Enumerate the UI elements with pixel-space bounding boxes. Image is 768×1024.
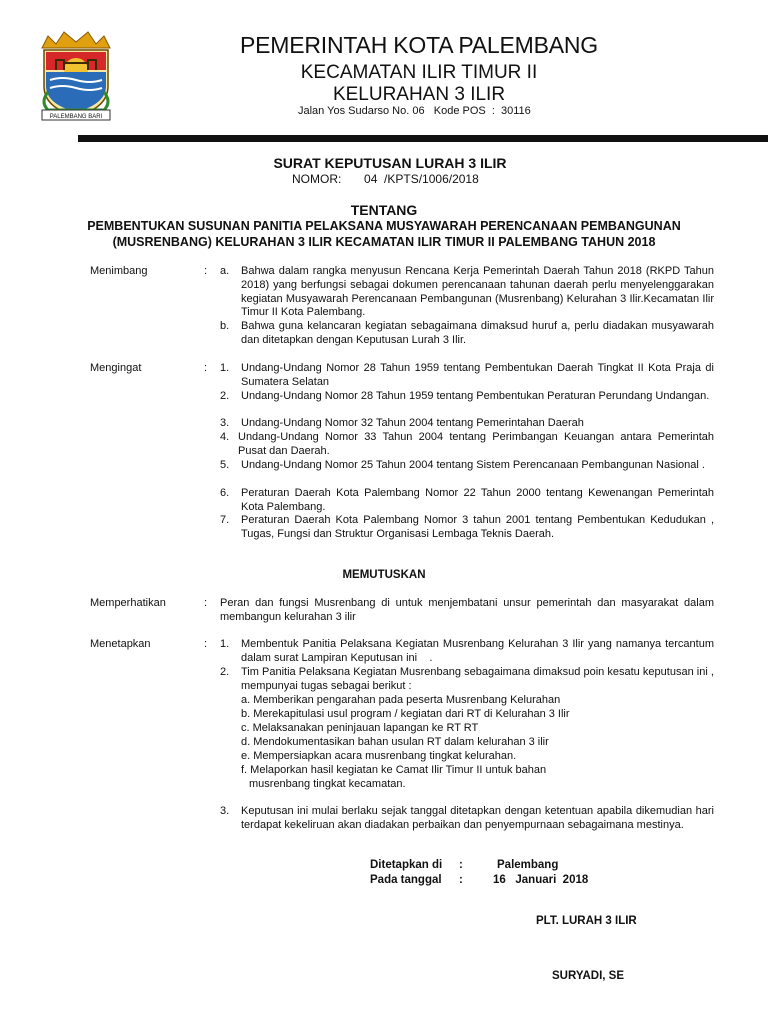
government-title: PEMERINTAH KOTA PALEMBANG bbox=[240, 32, 598, 58]
mengingat-item-5: Undang-Undang Nomor 25 Tahun 2004 tentang Sistem Perencanaan Pembangunan Nasional . bbox=[241, 459, 705, 471]
mengingat-item-6: Peraturan Daerah Kota Palembang Nomor 22 Tahun 2000 tentang Kewenangan Pemerintah Kota Palembang. bbox=[241, 487, 714, 513]
place-colon: : bbox=[459, 859, 463, 871]
task-item: a. Memberikan pengarahan pada peserta Musrenbang Kelurahan bbox=[241, 694, 561, 706]
menetapkan-item-3: Keputusan ini mulai berlaku sejak tanggal ditetapkan dengan ketentuan apabila dikemudian hari terdapat kekeliruan akan diadakan perbaikan dan penyempurnaan sebagaimana mestinya. bbox=[241, 805, 714, 831]
menimbang-colon: : bbox=[204, 265, 208, 277]
signatory-position: PLT. LURAH 3 ILIR bbox=[536, 915, 637, 927]
kecamatan-title: KECAMATAN ILIR TIMUR II bbox=[300, 62, 538, 83]
mengingat-mark-3: 3. bbox=[220, 417, 230, 429]
task-item: d. Mendokumentasikan bahan usulan RT dalam kelurahan 3 ilir bbox=[241, 736, 549, 748]
date-value: 16 Januari 2018 bbox=[493, 874, 589, 886]
task-item: b. Merekapitulasi usul program / kegiatan dari RT di Kelurahan 3 Ilir bbox=[241, 708, 570, 720]
place-label: Ditetapkan di bbox=[370, 859, 443, 871]
menimbang-mark-b: b. bbox=[220, 320, 230, 332]
mengingat-mark-6: 6. bbox=[220, 487, 230, 499]
menetapkan-mark-3: 3. bbox=[220, 805, 230, 817]
signatory-name: SURYADI, SE bbox=[552, 970, 625, 982]
decree-number-label: NOMOR: bbox=[292, 172, 342, 186]
mengingat-mark-7: 7. bbox=[220, 514, 230, 526]
menetapkan-item-2: Tim Panitia Pelaksana Kegiatan Musrenbang sebagaimana dimaksud poin kesatu keputusan ini , mempunyai tugas sebagai berikut : bbox=[241, 666, 714, 692]
mengingat-mark-2: 2. bbox=[220, 390, 230, 402]
menetapkan-mark-1: 1. bbox=[220, 638, 230, 650]
task-item: f. Melaporkan hasil kegiatan ke Camat Ilir Timur II untuk bahan bbox=[241, 764, 547, 776]
date-label: Pada tanggal bbox=[370, 874, 442, 886]
memperhatikan-colon: : bbox=[204, 597, 208, 609]
menetapkan-mark-2: 2. bbox=[220, 666, 230, 678]
menimbang-label: Menimbang bbox=[90, 265, 148, 277]
menetapkan-item-1: Membentuk Panitia Pelaksana Kegiatan Musrenbang Kelurahan 3 Ilir yang namanya tercantum dalam surat Lampiran Keputusan ini . bbox=[241, 638, 718, 664]
kelurahan-title: KELURAHAN 3 ILIR bbox=[332, 84, 506, 105]
address-line: Jalan Yos Sudarso No. 06 Kode POS : 30116 bbox=[298, 105, 531, 117]
place-value: Palembang bbox=[497, 859, 559, 871]
mengingat-item-7: Peraturan Daerah Kota Palembang Nomor 3 tahun 2001 tentang Pembentukan Kedudukan , Tugas, Fungsi dan Struktur Organisasi Lembaga Teknis Daerah. bbox=[241, 514, 714, 540]
date-colon: : bbox=[459, 874, 463, 886]
mengingat-colon: : bbox=[204, 362, 208, 374]
mengingat-item-2: Undang-Undang Nomor 28 Tahun 1959 tentang Pembentukan Peraturan Perundang Undangan. bbox=[241, 390, 710, 402]
mengingat-item-3: Undang-Undang Nomor 32 Tahun 2004 tentang Pemerintahan Daerah bbox=[241, 417, 584, 429]
mengingat-label: Mengingat bbox=[90, 362, 142, 374]
task-item: e. Mempersiapkan acara musrenbang tingkat kelurahan. bbox=[241, 750, 517, 762]
mengingat-mark-1: 1. bbox=[220, 362, 230, 374]
menimbang-item-a: Bahwa dalam rangka menyusun Rencana Kerja Pemerintah Daerah Tahun 2018 (RKPD Tahun 2018) yang berfungsi sebagai dokumen perencanaan tahunan daerah perlu menyelenggarakan kegiatan Musyawarah Perencanaan Pembangunan (Musrenbang) Kelurahan 3 Ilir.Kecamatan Ilir Timur II Kota Palembang. bbox=[241, 265, 714, 319]
menimbang-mark-a: a. bbox=[220, 265, 230, 277]
logo-ribbon-text: PALEMBANG BARI bbox=[49, 114, 103, 120]
memperhatikan-text: Peran dan fungsi Musrenbang di untuk menjembatani unsur pemerintah dan masyarakat dalam membangun kelurahan 3 ilir bbox=[220, 597, 714, 623]
decree-title: SURAT KEPUTUSAN LURAH 3 ILIR bbox=[273, 155, 507, 171]
memperhatikan-label: Memperhatikan bbox=[90, 597, 166, 609]
decree-number bbox=[292, 172, 479, 186]
menimbang-item-b: Bahwa guna kelancaran kegiatan sebagaimana dimaksud huruf a, perlu diadakan musyawarah dan ditetapkan dengan Keputusan Lurah 3 Ilir. bbox=[241, 320, 714, 346]
menetapkan-colon: : bbox=[204, 638, 208, 650]
tentang-heading: TENTANG bbox=[350, 202, 418, 218]
task-item: c. Melaksanakan peninjauan lapangan ke RT RT bbox=[241, 722, 479, 734]
mengingat-mark-4: 4. bbox=[220, 431, 230, 443]
mengingat-item-1: Undang-Undang Nomor 28 Tahun 1959 tentang Pembentukan Daerah Tingkat II Kota Praja di Sumatera Selatan bbox=[241, 362, 714, 388]
mengingat-mark-5: 5. bbox=[220, 459, 230, 471]
mengingat-item-4: Undang-Undang Nomor 33 Tahun 2004 tentang Perimbangan Keuangan antara Pemerintah Pusat dan Daerah. bbox=[238, 431, 714, 457]
header-divider bbox=[78, 135, 768, 142]
task-item: musrenbang tingkat kecamatan. bbox=[249, 778, 406, 790]
decree-number-value: 04 /KPTS/1006/2018 bbox=[364, 172, 479, 186]
decree-subject: PEMBENTUKAN SUSUNAN PANITIA PELAKSANA MUSYAWARAH PERENCANAAN PEMBANGUNAN (MUSRENBANG) KELURAHAN 3 ILIR KECAMATAN ILIR TIMUR II PALEMBANG TAHUN 2018 bbox=[87, 219, 681, 249]
menetapkan-label: Menetapkan bbox=[90, 638, 151, 650]
memutuskan-heading: MEMUTUSKAN bbox=[342, 569, 426, 581]
